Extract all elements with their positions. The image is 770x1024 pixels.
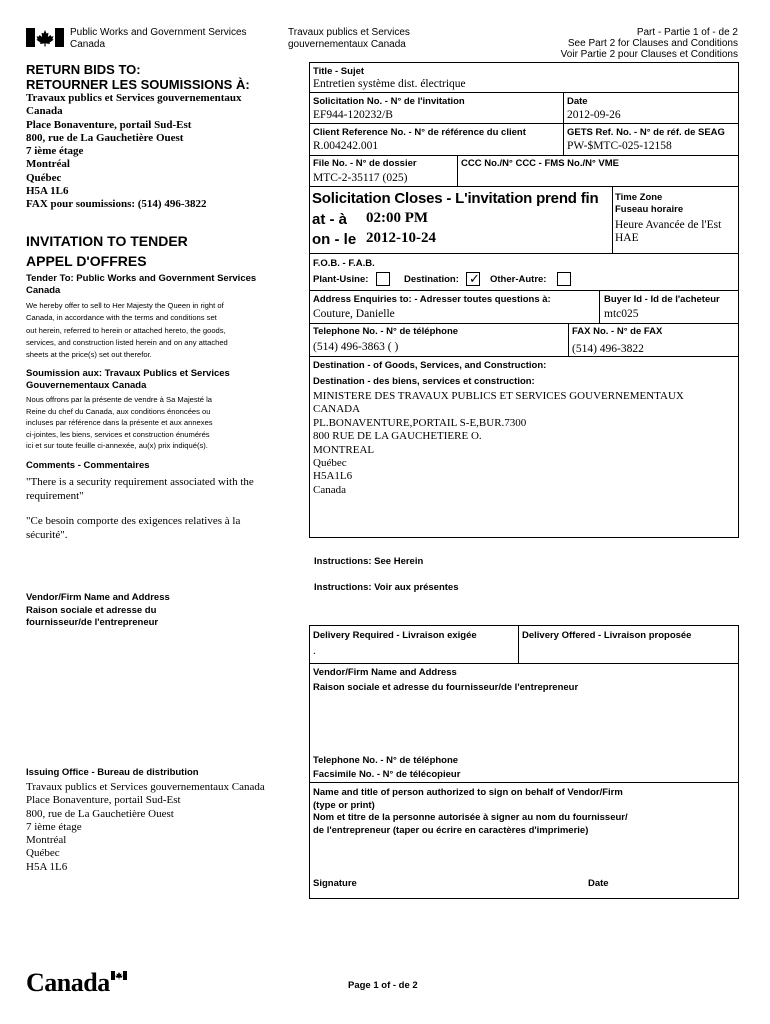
destination-goods-label-fr: Destination - des biens, services et construction: [313, 376, 535, 387]
destination-line: Québec [313, 457, 347, 470]
checkmark-icon: ✓ [469, 271, 480, 286]
destination-goods-label-en: Destination - of Goods, Services, and Construction: [313, 360, 547, 371]
tender-to-line1: Tender To: Public Works and Government Services [26, 273, 257, 284]
destination-line: PL.BONAVENTURE,PORTAIL S-E,BUR.7300 [313, 416, 527, 429]
authorized-person-field[interactable] [311, 843, 737, 873]
solicitation-number-value: EF944-120232/B [313, 109, 393, 121]
plant-usine-label: Plant-Usine: [313, 274, 369, 285]
file-number-value: MTC-2-35117 (025) [313, 172, 408, 184]
part-info [561, 27, 738, 60]
address-line: H5A 1L6 [26, 185, 69, 198]
telephone-value: (514) 496-3863 ( ) [313, 341, 399, 353]
offer-line: Reine du chef du Canada, aux conditions énoncées ou [26, 406, 211, 416]
return-bids-title-fr: RETOURNER LES SOUMISSIONS À: [26, 77, 250, 92]
canada-flag-logo [26, 28, 64, 52]
delivery-offered-field[interactable] [520, 643, 736, 661]
solicitation-closes-title: Solicitation Closes - L'invitation prend fin [312, 190, 599, 207]
instructions-fr: Instructions: Voir aux présentes [314, 582, 459, 593]
department-name-fr [288, 27, 410, 51]
vendor-label-line: Raison sociale et adresse du [26, 604, 157, 616]
comment-line: "There is a security requirement associated with the [26, 476, 254, 488]
authorized-person-label [313, 787, 628, 837]
authorized-person-line: de l'entrepreneur (taper ou écrire en caractères d'imprimerie) [313, 824, 589, 836]
authorized-person-line: Name and title of person authorized to sign on behalf of Vendor/Firm [313, 787, 623, 798]
dept-fr-line2: gouvernementaux Canada [288, 39, 406, 50]
address-line: 7 ième étage [26, 145, 84, 158]
invitation-title-fr: APPEL D'OFFRES [26, 253, 147, 269]
dept-en-line1: Public Works and Government Services [70, 27, 247, 38]
ccc-number-label: CCC No./N° CCC - FMS No./N° VME [461, 158, 620, 169]
gets-reference-value: PW-$MTC-025-12158 [567, 140, 672, 152]
return-bids-title [26, 62, 250, 92]
page-number: Page 1 of - de 2 [348, 980, 418, 991]
address-enquiries-label: Address Enquiries to: - Adresser toutes questions à: [313, 294, 551, 305]
offer-text-en [26, 300, 228, 361]
destination-line: Canada [313, 483, 346, 496]
address-line: Québec [26, 847, 60, 860]
address-line: Travaux publics et Services gouvernementaux [26, 92, 242, 104]
comments-label: Comments - Commentaires [26, 460, 150, 471]
fax-label: FAX No. - N° de FAX [572, 326, 663, 337]
address-line: Montréal [26, 834, 67, 847]
fax-value: (514) 496-3822 [572, 343, 644, 355]
return-bids-title-en: RETURN BIDS TO: [26, 62, 141, 77]
vendor-left-label [26, 592, 170, 630]
address-enquiries-value: Couture, Danielle [313, 308, 395, 320]
comments-fr [26, 514, 240, 542]
soumission-line1: Soumission aux: Travaux Publics et Services [26, 368, 230, 379]
vendor-label-line: Vendor/Firm Name and Address [26, 592, 170, 603]
other-autre-checkbox[interactable] [557, 272, 571, 286]
address-line: 800, rue de La Gauchetière Ouest [26, 807, 174, 820]
at-label: at - à [312, 211, 348, 228]
time-zone-label-en: Time Zone [615, 192, 663, 203]
signature-date-label: Date [588, 878, 609, 889]
department-name-en [70, 27, 247, 51]
instructions-en: Instructions: See Herein [314, 556, 424, 567]
address-line: Travaux publics et Services gouvernementaux Canada [26, 781, 265, 793]
soumission-aux [26, 368, 230, 392]
vendor-label-line: fournisseur/de l'entrepreneur [26, 617, 159, 628]
see-part2-en: See Part 2 for Clauses and Conditions [567, 38, 738, 49]
vendor-name-label-en: Vendor/Firm Name and Address [313, 667, 457, 678]
fob-label: F.O.B. - F.A.B. [313, 258, 375, 269]
comment-line: sécurité". [26, 529, 68, 541]
vendor-name-label-fr: Raison sociale et adresse du fournisseur/de l'entrepreneur [313, 682, 579, 693]
address-line: Montréal [26, 158, 70, 171]
telephone-label: Telephone No. - N° de téléphone [313, 326, 459, 337]
issuing-office-label: Issuing Office - Bureau de distribution [26, 767, 199, 778]
title-label: Title - Sujet [313, 66, 365, 77]
time-zone-label [615, 192, 683, 216]
authorized-person-line: (type or print) [313, 799, 375, 811]
plant-usine-checkbox[interactable] [376, 272, 390, 286]
part-number: Part - Partie 1 of - de 2 [636, 27, 738, 38]
on-label: on - le [312, 231, 357, 248]
offer-line: We hereby offer to sell to Her Majesty the Queen in right of [26, 301, 224, 310]
address-line: Québec [26, 171, 62, 184]
other-autre-label: Other-Autre: [490, 274, 547, 285]
date-value: 2012-09-26 [567, 109, 621, 121]
time-zone-value-line: HAE [615, 232, 639, 244]
closing-time-value: 02:00 PM [366, 210, 429, 226]
offer-line: Nous offrons par la présente de vendre à Sa Majesté la [26, 395, 213, 404]
client-reference-value: R.004242.001 [313, 140, 379, 152]
time-zone-label-fr: Fuseau horaire [615, 204, 684, 215]
soumission-line2: Gouvernementaux Canada [26, 380, 147, 391]
comment-line: "Ce besoin comporte des exigences relatives à la [26, 515, 241, 527]
buyer-id-label: Buyer Id - Id de l'acheteur [604, 294, 720, 305]
offer-line: sheets at the price(s) set out therefor. [26, 350, 152, 360]
dept-en-line2: Canada [70, 39, 106, 50]
signature-label: Signature [313, 878, 357, 889]
authorized-person-line: Nom et titre de la personne autorisée à signer au nom du fournisseur/ [313, 812, 628, 823]
destination-line: 800 RUE DE LA GAUCHETIERE O. [313, 430, 482, 443]
see-part2-fr: Voir Partie 2 pour Clauses et Conditions [560, 49, 738, 60]
tender-to-line2: Canada [26, 284, 61, 296]
offer-line: ici et sur toute feuille ci-annexée, au(x) prix indiqué(s). [26, 441, 208, 451]
client-reference-label: Client Reference No. - N° de référence du client [313, 127, 526, 138]
vendor-telephone-label: Telephone No. - N° de téléphone [313, 755, 459, 766]
gets-reference-label: GETS Ref. No. - N° de réf. de SEAG [567, 127, 725, 138]
offer-line: incluses par référence dans la présente et aux annexes [26, 418, 213, 428]
invitation-title [26, 231, 188, 271]
solicitation-number-label: Solicitation No. - N° de l'invitation [313, 96, 465, 107]
destination-line: MINISTERE DES TRAVAUX PUBLICS ET SERVICES GOUVERNEMENTAUX [313, 390, 684, 402]
maple-leaf-icon [26, 28, 64, 47]
destination-line: MONTREAL [313, 443, 375, 456]
vendor-facsimile-label: Facsimile No. - N° de télécopieur [313, 769, 461, 780]
address-line: H5A 1L6 [26, 860, 68, 873]
address-line: Canada [26, 105, 63, 118]
offer-line: Canada, in accordance with the terms and conditions set [26, 313, 217, 323]
title-value: Entretien système dist. électrique [313, 78, 466, 90]
destination-address [313, 390, 684, 497]
delivery-offered-label: Delivery Offered - Livraison proposée [522, 630, 692, 641]
offer-line: out herein, referred to herein or attached hereto, the goods, [26, 325, 226, 335]
delivery-required-label: Delivery Required - Livraison exigée [313, 630, 477, 641]
destination-checkbox[interactable] [466, 272, 480, 286]
time-zone-value-line: Heure Avancée de l'Est [615, 219, 722, 231]
destination-line: H5A1L6 [313, 470, 353, 483]
date-label: Date [567, 96, 588, 107]
tender-to [26, 273, 256, 296]
wordmark-flag-icon [111, 967, 127, 985]
offer-line: services, and construction listed herein and on any attached [26, 337, 228, 347]
offer-text-fr [26, 394, 213, 452]
address-line: Place Bonaventure, portail Sud-Est [26, 118, 192, 131]
issuing-office-address [26, 781, 265, 874]
invitation-title-en: INVITATION TO TENDER [26, 233, 188, 249]
offer-line: ci-jointes, les biens, services et construction énumérés [26, 429, 210, 439]
time-zone-value [615, 219, 721, 245]
file-number-label: File No. - N° de dossier [313, 158, 417, 169]
dept-fr-line1: Travaux publics et Services [288, 27, 410, 38]
comment-line: requirement" [26, 490, 84, 502]
vendor-name-field[interactable] [311, 695, 737, 753]
destination-line: CANADA [313, 403, 361, 416]
return-bids-address [26, 92, 242, 212]
fax-for-bids: FAX pour soumissions: (514) 496-3822 [26, 198, 207, 211]
buyer-id-value: mtc025 [604, 308, 639, 320]
address-line: 800, rue de La Gauchetière Ouest [26, 131, 184, 144]
address-line: 7 ième étage [26, 820, 82, 833]
destination-label: Destination: [404, 274, 459, 285]
canada-wordmark: Canada [26, 968, 110, 997]
comments-en [26, 475, 254, 503]
address-line: Place Bonaventure, portail Sud-Est [26, 794, 181, 807]
delivery-required-value[interactable]: . [313, 645, 316, 657]
closing-date-value: 2012-10-24 [366, 230, 436, 246]
